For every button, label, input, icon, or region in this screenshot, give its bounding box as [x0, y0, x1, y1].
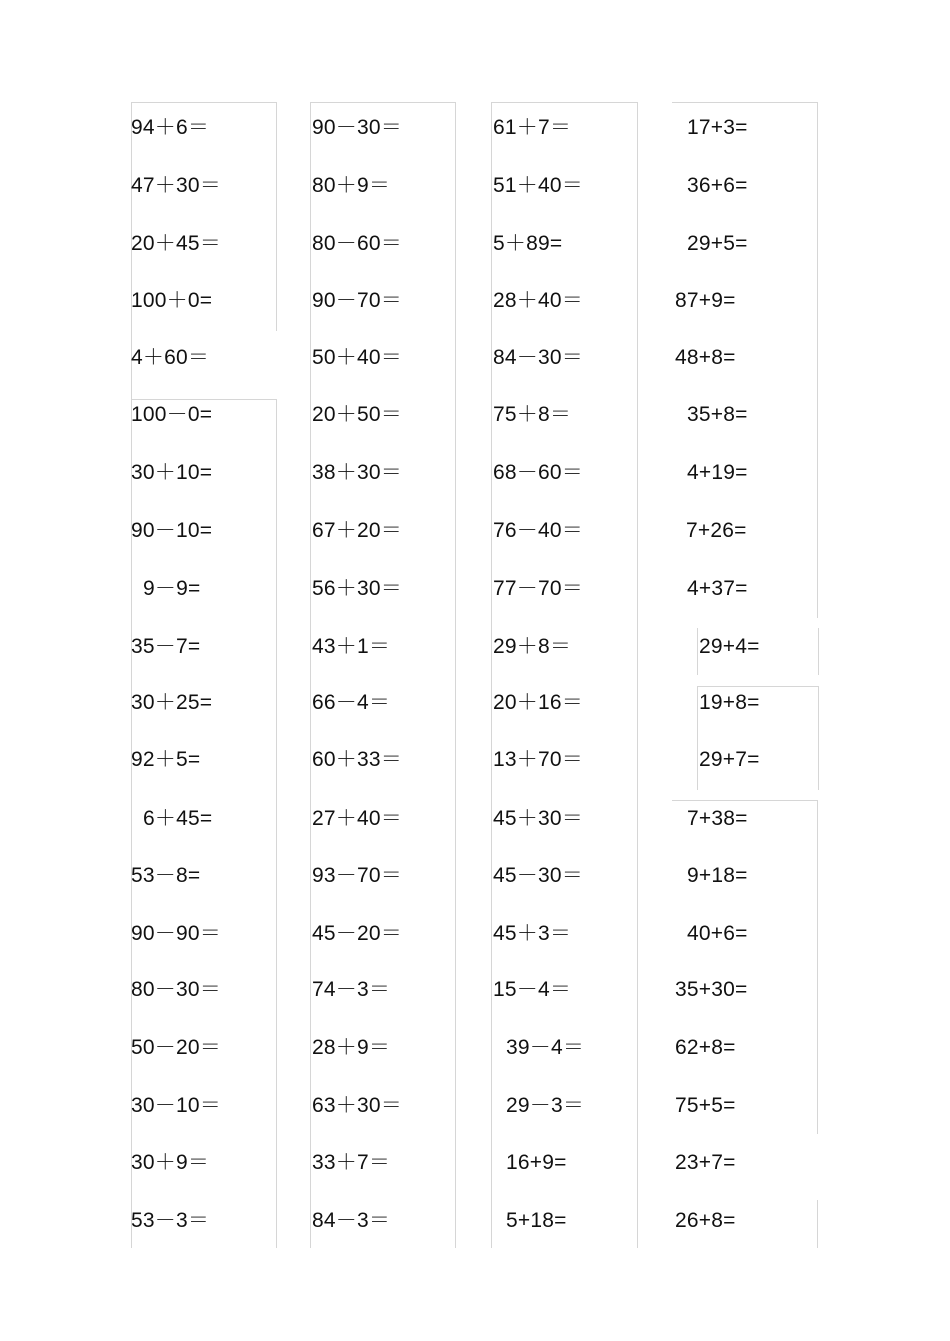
math-problem: 39－4＝ — [506, 1036, 585, 1059]
cell-border — [455, 102, 456, 1248]
math-problem: 13＋70＝ — [493, 748, 583, 771]
math-problem: 51＋40＝ — [493, 174, 583, 197]
math-problem: 80－30＝ — [131, 978, 221, 1001]
math-problem: 75+5= — [675, 1094, 736, 1117]
math-problem: 29－3＝ — [506, 1094, 585, 1117]
math-problem: 48+8= — [675, 346, 736, 369]
math-problem: 62+8= — [675, 1036, 736, 1059]
cell-border — [310, 102, 455, 103]
math-problem: 6＋45= — [143, 807, 213, 830]
math-problem: 30＋25= — [131, 691, 213, 714]
math-problem: 61＋7＝ — [493, 116, 572, 139]
math-problem: 100－0= — [131, 403, 213, 426]
math-problem: 23+7= — [675, 1151, 736, 1174]
cell-border — [818, 628, 819, 675]
math-problem: 60＋33＝ — [312, 748, 402, 771]
math-problem: 53－8= — [131, 864, 201, 887]
math-problem: 36+6= — [687, 174, 748, 197]
cell-border — [697, 686, 818, 687]
cell-border — [818, 686, 819, 790]
math-problem: 19+8= — [699, 691, 760, 714]
cell-border — [310, 102, 311, 1248]
math-problem: 7+26= — [686, 519, 747, 542]
math-problem: 20＋16＝ — [493, 691, 583, 714]
math-problem: 29＋8＝ — [493, 635, 572, 658]
cell-border — [491, 102, 492, 1248]
cell-border — [131, 102, 276, 103]
cell-border — [491, 102, 637, 103]
math-problem: 4＋60＝ — [131, 346, 210, 369]
math-problem: 84－30＝ — [493, 346, 583, 369]
math-problem: 30＋10= — [131, 461, 213, 484]
math-problem: 40+6= — [687, 922, 748, 945]
math-problem: 45＋30＝ — [493, 807, 583, 830]
math-problem: 7+38= — [687, 807, 748, 830]
math-problem: 84－3＝ — [312, 1209, 391, 1232]
math-problem: 20＋50＝ — [312, 403, 402, 426]
math-problem: 56＋30＝ — [312, 577, 402, 600]
math-problem: 9+18= — [687, 864, 748, 887]
math-problem: 29+4= — [699, 635, 760, 658]
math-problem: 43＋1＝ — [312, 635, 391, 658]
math-problem: 35+30= — [675, 978, 748, 1001]
math-problem: 74－3＝ — [312, 978, 391, 1001]
cell-border — [817, 800, 818, 1134]
math-problem: 16+9= — [506, 1151, 567, 1174]
math-problem: 28＋40＝ — [493, 289, 583, 312]
math-problem: 30－10＝ — [131, 1094, 221, 1117]
math-problem: 29+5= — [687, 232, 748, 255]
math-problem: 26+8= — [675, 1209, 736, 1232]
math-problem: 77－70＝ — [493, 577, 583, 600]
math-problem: 4+37= — [687, 577, 748, 600]
cell-border — [276, 102, 277, 331]
math-problem: 9－9= — [143, 577, 201, 600]
math-problem: 5＋89= — [493, 232, 563, 255]
math-problem: 75＋8＝ — [493, 403, 572, 426]
math-problem: 80－60＝ — [312, 232, 402, 255]
math-problem: 38＋30＝ — [312, 461, 402, 484]
math-problem: 80＋9＝ — [312, 174, 391, 197]
math-problem: 50＋40＝ — [312, 346, 402, 369]
cell-border — [817, 1200, 818, 1248]
math-problem: 90－70＝ — [312, 289, 402, 312]
math-problem: 93－70＝ — [312, 864, 402, 887]
math-problem: 90－10= — [131, 519, 213, 542]
math-problem: 35－7= — [131, 635, 201, 658]
math-problem: 20＋45＝ — [131, 232, 221, 255]
math-problem: 5+18= — [506, 1209, 567, 1232]
math-problem: 67＋20＝ — [312, 519, 402, 542]
math-problem: 92＋5= — [131, 748, 201, 771]
math-problem: 15－4＝ — [493, 978, 572, 1001]
cell-border — [276, 399, 277, 1248]
cell-border — [672, 800, 817, 801]
math-problem: 17+3= — [687, 116, 748, 139]
cell-border — [697, 686, 698, 790]
math-problem: 100＋0= — [131, 289, 213, 312]
math-problem: 28＋9＝ — [312, 1036, 391, 1059]
cell-border — [817, 102, 818, 618]
math-problem: 35+8= — [687, 403, 748, 426]
math-problem: 47＋30＝ — [131, 174, 221, 197]
math-problem: 30＋9＝ — [131, 1151, 210, 1174]
math-problem: 53－3＝ — [131, 1209, 210, 1232]
math-problem: 50－20＝ — [131, 1036, 221, 1059]
cell-border — [131, 102, 132, 1248]
math-problem: 66－4＝ — [312, 691, 391, 714]
math-problem: 63＋30＝ — [312, 1094, 402, 1117]
math-problem: 68－60＝ — [493, 461, 583, 484]
cell-border — [637, 102, 638, 1248]
math-problem: 29+7= — [699, 748, 760, 771]
math-problem: 76－40＝ — [493, 519, 583, 542]
cell-border — [697, 628, 698, 675]
math-problem: 45－30＝ — [493, 864, 583, 887]
math-problem: 90－30＝ — [312, 116, 402, 139]
math-problem: 33＋7＝ — [312, 1151, 391, 1174]
math-problem: 87+9= — [675, 289, 736, 312]
math-problem: 90－90＝ — [131, 922, 221, 945]
math-problem: 94＋6＝ — [131, 116, 210, 139]
cell-border — [672, 102, 817, 103]
math-problem: 45－20＝ — [312, 922, 402, 945]
cell-border — [131, 399, 276, 400]
math-problem: 45＋3＝ — [493, 922, 572, 945]
math-problem: 4+19= — [687, 461, 748, 484]
math-problem: 27＋40＝ — [312, 807, 402, 830]
